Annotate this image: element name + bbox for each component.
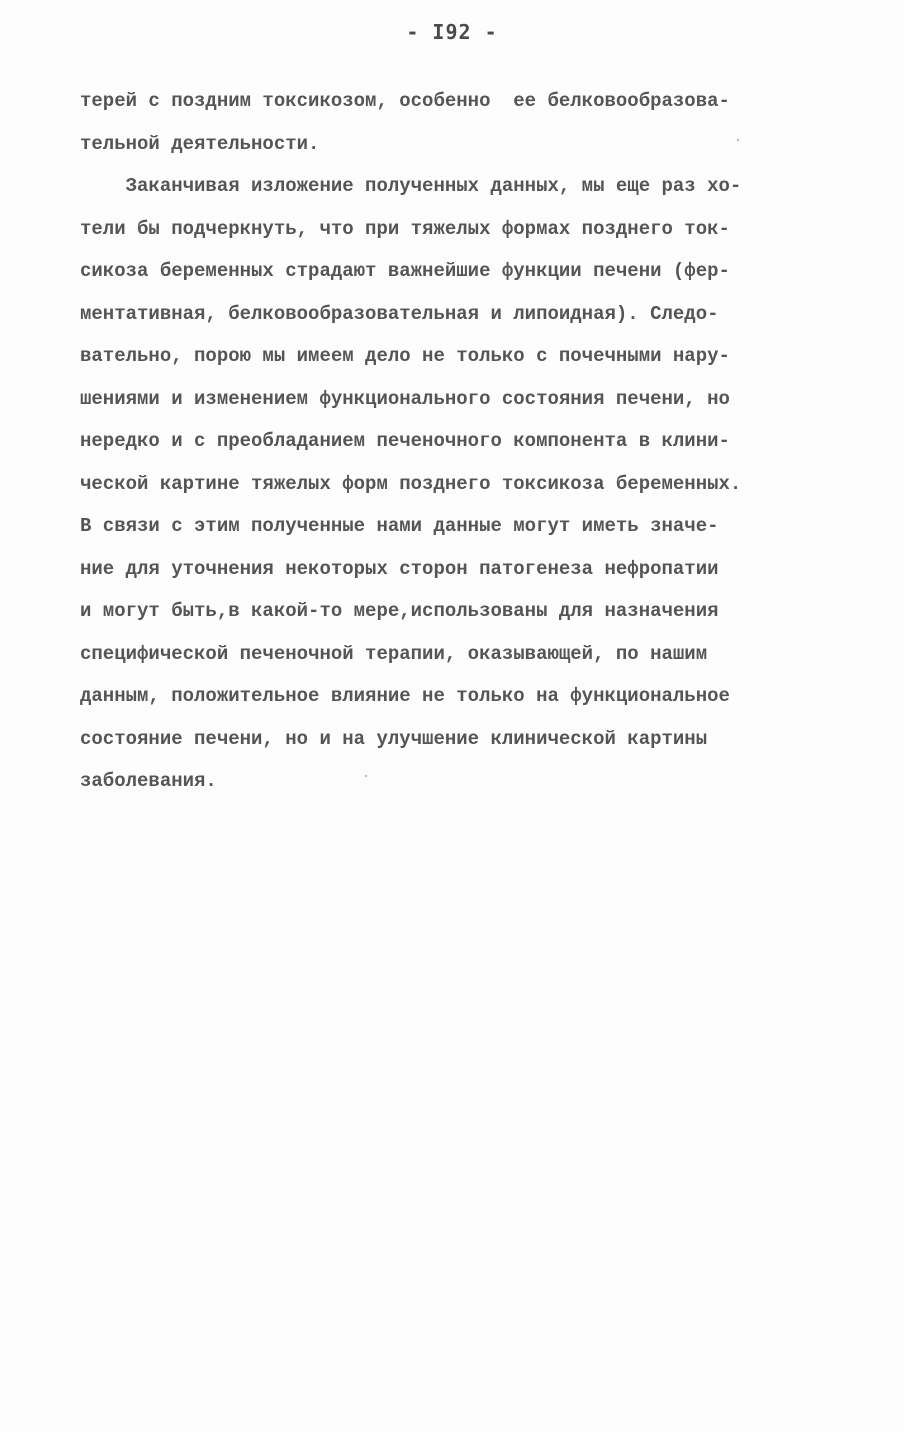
text-line: терей с поздним токсикозом, особенно ее белковообразова- [80,90,730,112]
text-line: вательно, порою мы имеем дело не только с почечными нару- [80,345,730,367]
text-line: ние для уточнения некоторых сторон патогенеза нефропатии [80,557,719,580]
text-line: данным, положительное влияние не только на функциональное [80,685,730,707]
page-number: - I92 - [406,20,498,44]
text-line: тельной деятельности. [80,132,320,155]
text-line: Заканчивая изложение полученных данных, мы еще раз хо- [80,175,742,197]
text-line: нередко и с преобладанием печеночного компонента в клини- [80,430,730,452]
text-line: сикоза беременных страдают важнейшие функции печени (фер- [80,260,730,282]
text-line: шениями и изменением функционального состояния печени, но [80,387,730,410]
text-line: ментативная, белковообразовательная и липоидная). Следо- [80,302,719,325]
scan-speck [737,139,739,141]
text-line: специфической печеночной терапии, оказывающей, по нашим [80,642,708,665]
text-line: В связи с этим полученные нами данные могут иметь значе- [80,515,719,537]
text-line: ческой картине тяжелых форм позднего токсикоза беременных. [80,472,742,495]
text-line: состояние печени, но и на улучшение клинической картины [80,727,708,750]
text-line: тели бы подчеркнуть, что при тяжелых формах позднего ток- [80,217,730,240]
text-line: и могут быть,в какой-то мере,использованы для назначения [80,600,719,622]
text-line: заболевания. [80,770,217,792]
scan-speck [365,775,368,778]
